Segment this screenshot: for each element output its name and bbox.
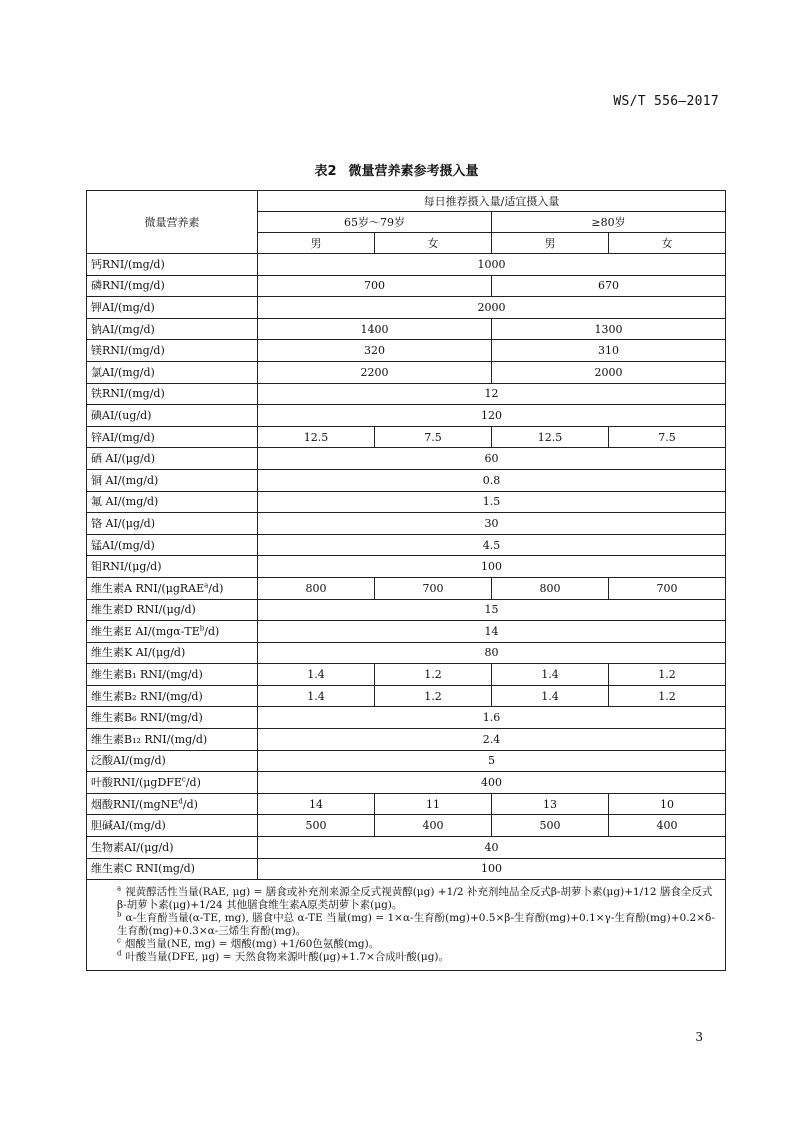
table-row xyxy=(87,621,726,643)
nutrient-name-text: 泛酸AI/(mg/d) xyxy=(91,754,166,768)
nutrient-name xyxy=(87,664,258,686)
value-cell: 12.5 xyxy=(492,426,609,448)
nutrient-name-text: 维生素B₂ RNI/(mg/d) xyxy=(91,689,203,703)
nutrient-name xyxy=(87,621,258,643)
nutrient-name-text: 维生素C RNI(mg/d) xyxy=(91,862,195,876)
table-row xyxy=(87,837,726,859)
value-cell: 2000 xyxy=(258,297,726,319)
footnote-text: 视黄醇活性当量(RAE, μg) = 膳食或补充剂来源全反式视黄醇(μg) +1/2 补充剂纯品全反式β-胡萝卜素(μg)+1/12 膳食全反式β-胡萝卜素(μg)+1/24 其他膳食维生素A原类胡萝卜素(μg)。 xyxy=(117,886,713,912)
corner-header: 微量营养素 xyxy=(87,191,258,254)
nutrient-name xyxy=(87,297,258,319)
value-cell: 14 xyxy=(258,621,726,643)
footnote-marker: c xyxy=(181,775,186,784)
value-cell: 1.4 xyxy=(492,685,609,707)
table-row xyxy=(87,340,726,362)
value-cell: 1.2 xyxy=(609,664,726,686)
footnote-mark: b xyxy=(117,910,122,919)
value-cell: 30 xyxy=(258,513,726,535)
nutrient-name xyxy=(87,275,258,297)
nutrient-name xyxy=(87,577,258,599)
footnote-marker: a xyxy=(204,581,209,590)
value-cell: 500 xyxy=(258,815,375,837)
value-cell: 400 xyxy=(609,815,726,837)
value-cell: 1.6 xyxy=(258,707,726,729)
value-cell: 1300 xyxy=(492,318,726,340)
nutrient-name xyxy=(87,815,258,837)
table-row xyxy=(87,318,726,340)
age-group-header: 65岁～79岁 xyxy=(258,212,492,233)
nutrient-table xyxy=(86,190,726,971)
value-cell: 120 xyxy=(258,405,726,427)
value-cell: 1.4 xyxy=(258,664,375,686)
nutrient-name-text: 维生素B₆ RNI/(mg/d) xyxy=(91,711,203,725)
value-cell: 1.4 xyxy=(258,685,375,707)
nutrient-name xyxy=(87,361,258,383)
nutrient-name-tail: /d) xyxy=(182,797,198,811)
nutrient-name xyxy=(87,405,258,427)
sex-header: 女 xyxy=(375,233,492,254)
value-cell: 80 xyxy=(258,642,726,664)
table-row xyxy=(87,556,726,578)
footnote-text: α-生育酚当量(α-TE, mg), 膳食中总 α-TE 当量(mg) = 1×α-生育酚(mg)+0.5×β-生育酚(mg)+0.1×γ-生育酚(mg)+0.2×δ-生育酚(mg)+0.3×α-三烯生育酚(mg)。 xyxy=(117,912,715,938)
value-cell: 700 xyxy=(258,275,492,297)
nutrient-name xyxy=(87,685,258,707)
value-cell: 700 xyxy=(609,577,726,599)
value-cell: 1.2 xyxy=(609,685,726,707)
nutrient-name-text: 碘AI/(ug/d) xyxy=(91,408,152,422)
table-number: 表2 xyxy=(314,164,337,179)
value-cell: 800 xyxy=(258,577,375,599)
nutrient-name xyxy=(87,491,258,513)
nutrient-name-text: 胆碱AI/(mg/d) xyxy=(91,819,166,833)
nutrient-name xyxy=(87,513,258,535)
table-row xyxy=(87,772,726,794)
value-cell: 2000 xyxy=(492,361,726,383)
nutrient-name-text: 维生素D RNI/(μg/d) xyxy=(91,603,196,617)
value-cell: 10 xyxy=(609,793,726,815)
nutrient-name xyxy=(87,254,258,276)
value-cell: 1.2 xyxy=(375,685,492,707)
nutrient-name xyxy=(87,750,258,772)
footnote xyxy=(117,951,717,964)
value-cell: 100 xyxy=(258,858,726,880)
standard-code: WS/T 556—2017 xyxy=(613,94,719,109)
table-caption xyxy=(0,160,793,179)
value-cell: 1.4 xyxy=(492,664,609,686)
table-row xyxy=(87,750,726,772)
nutrient-name-text: 叶酸RNI/(μgDFE xyxy=(91,776,182,790)
nutrient-name xyxy=(87,426,258,448)
sex-header: 男 xyxy=(492,233,609,254)
nutrient-name-text: 维生素B₁ RNI/(mg/d) xyxy=(91,668,203,682)
nutrient-name-text: 磷RNI/(mg/d) xyxy=(91,279,165,293)
nutrient-name xyxy=(87,729,258,751)
value-cell: 400 xyxy=(258,772,726,794)
nutrient-name-text: 钠AI/(mg/d) xyxy=(91,322,155,336)
nutrient-name-text: 铬 AI/(μg/d) xyxy=(91,516,156,530)
nutrient-name xyxy=(87,793,258,815)
table-row xyxy=(87,858,726,880)
footnote-text: 叶酸当量(DFE, μg) = 天然食物来源叶酸(μg)+1.7×合成叶酸(μg)。 xyxy=(125,951,450,964)
footnote-marker: b xyxy=(199,624,205,633)
nutrient-name-text: 镁RNI/(mg/d) xyxy=(91,344,165,358)
value-cell: 2200 xyxy=(258,361,492,383)
nutrient-name xyxy=(87,642,258,664)
value-cell: 12.5 xyxy=(258,426,375,448)
value-cell: 60 xyxy=(258,448,726,470)
header-row xyxy=(87,191,726,212)
nutrient-name-text: 锰AI/(mg/d) xyxy=(91,538,155,552)
table-row xyxy=(87,254,726,276)
value-cell: 400 xyxy=(375,815,492,837)
nutrient-name xyxy=(87,469,258,491)
nutrient-name xyxy=(87,534,258,556)
nutrient-name-text: 铁RNI/(mg/d) xyxy=(91,387,165,401)
footnote xyxy=(117,886,717,912)
notes-row xyxy=(87,880,726,971)
age-group-header: ≥80岁 xyxy=(492,212,726,233)
nutrient-name-tail: /d) xyxy=(185,776,201,790)
value-cell: 40 xyxy=(258,837,726,859)
footnote-mark: d xyxy=(117,949,122,958)
table-row xyxy=(87,275,726,297)
nutrient-name-text: 生物素AI/(μg/d) xyxy=(91,840,174,854)
table-row xyxy=(87,361,726,383)
value-cell: 1.5 xyxy=(258,491,726,513)
value-cell: 100 xyxy=(258,556,726,578)
footnote-text: 烟酸当量(NE, mg) = 烟酸(mg) +1/60色氨酸(mg)。 xyxy=(124,938,380,951)
value-cell: 500 xyxy=(492,815,609,837)
value-cell: 11 xyxy=(375,793,492,815)
nutrient-name xyxy=(87,340,258,362)
value-cell: 4.5 xyxy=(258,534,726,556)
table-row xyxy=(87,534,726,556)
table-row xyxy=(87,707,726,729)
nutrient-name xyxy=(87,556,258,578)
table-row xyxy=(87,469,726,491)
nutrient-name xyxy=(87,383,258,405)
nutrient-name xyxy=(87,858,258,880)
value-cell: 15 xyxy=(258,599,726,621)
nutrient-name-text: 维生素K AI/(μg/d) xyxy=(91,646,186,660)
table-row xyxy=(87,405,726,427)
value-cell: 5 xyxy=(258,750,726,772)
nutrient-name-text: 钾AI/(mg/d) xyxy=(91,300,155,314)
nutrient-name-text: 氟 AI/(mg/d) xyxy=(91,495,159,509)
nutrient-name xyxy=(87,772,258,794)
table-title: 微量营养素参考摄入量 xyxy=(348,164,479,179)
nutrient-name xyxy=(87,707,258,729)
nutrient-name-text: 维生素A RNI/(μgRAE xyxy=(91,581,205,595)
table-row xyxy=(87,297,726,319)
value-cell: 13 xyxy=(492,793,609,815)
nutrient-name-text: 氯AI/(mg/d) xyxy=(91,365,155,379)
value-cell: 320 xyxy=(258,340,492,362)
footnote xyxy=(117,938,717,951)
value-cell: 12 xyxy=(258,383,726,405)
sex-header: 男 xyxy=(258,233,375,254)
footnote-mark: c xyxy=(117,936,121,945)
value-cell: 2.4 xyxy=(258,729,726,751)
footnote xyxy=(117,912,717,938)
value-cell: 1400 xyxy=(258,318,492,340)
value-cell: 0.8 xyxy=(258,469,726,491)
nutrient-name xyxy=(87,599,258,621)
table-row xyxy=(87,577,726,599)
table-row xyxy=(87,426,726,448)
value-cell: 670 xyxy=(492,275,726,297)
table-row xyxy=(87,815,726,837)
table-row xyxy=(87,599,726,621)
footnote-mark: a xyxy=(117,884,122,893)
table-row xyxy=(87,685,726,707)
nutrient-name-text: 维生素B₁₂ RNI/(mg/d) xyxy=(91,732,208,746)
table-row xyxy=(87,793,726,815)
nutrient-name-text: 维生素E AI/(mgα-TE xyxy=(91,624,200,638)
value-cell: 1000 xyxy=(258,254,726,276)
nutrient-name-text: 钼RNI/(μg/d) xyxy=(91,560,162,574)
table-row xyxy=(87,383,726,405)
table-row xyxy=(87,491,726,513)
value-cell: 14 xyxy=(258,793,375,815)
page-number: 3 xyxy=(695,1030,703,1044)
value-cell: 7.5 xyxy=(375,426,492,448)
nutrient-name-text: 钙RNI/(mg/d) xyxy=(91,257,165,271)
nutrient-name-tail: /d) xyxy=(208,581,224,595)
nutrient-name-text: 烟酸RNI/(mgNE xyxy=(91,797,179,811)
value-cell: 1.2 xyxy=(375,664,492,686)
nutrient-name-text: 锌AI/(mg/d) xyxy=(91,430,155,444)
value-cell: 800 xyxy=(492,577,609,599)
table-row xyxy=(87,729,726,751)
nutrient-name xyxy=(87,318,258,340)
nutrient-name-text: 铜 AI/(mg/d) xyxy=(91,473,159,487)
footnotes xyxy=(87,880,726,971)
footnote-marker: d xyxy=(178,796,183,805)
nutrient-name-tail: /d) xyxy=(204,624,220,638)
value-cell: 700 xyxy=(375,577,492,599)
nutrient-name-text: 硒 AI/(μg/d) xyxy=(91,452,156,466)
table-row xyxy=(87,448,726,470)
sex-header: 女 xyxy=(609,233,726,254)
nutrient-name xyxy=(87,448,258,470)
value-cell: 7.5 xyxy=(609,426,726,448)
nutrient-name xyxy=(87,837,258,859)
group-header: 每日推荐摄入量/适宜摄入量 xyxy=(258,191,726,212)
table-row xyxy=(87,513,726,535)
table-row xyxy=(87,664,726,686)
table-row xyxy=(87,642,726,664)
value-cell: 310 xyxy=(492,340,726,362)
